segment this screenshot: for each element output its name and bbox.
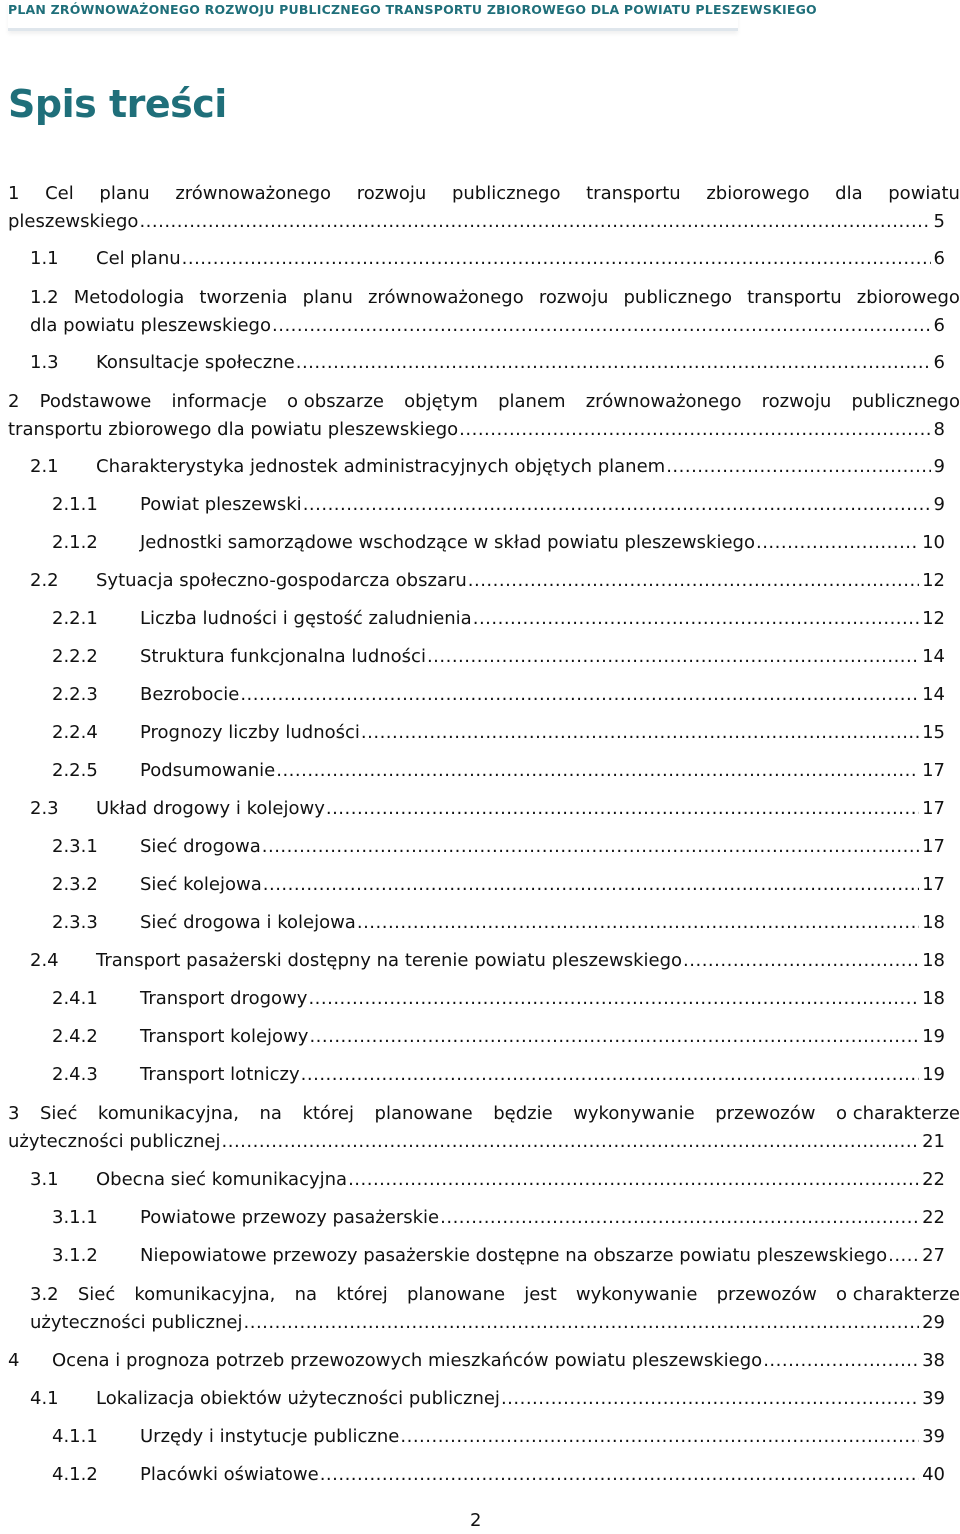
- dot-leader: [262, 833, 919, 861]
- toc-entry-page: 9: [933, 494, 945, 515]
- toc-word: transportu: [747, 287, 842, 308]
- toc-word: przewozów: [715, 1103, 816, 1124]
- toc-entry-label: użyteczności publicznej: [8, 1131, 221, 1152]
- toc-word: przewozów: [716, 1284, 817, 1305]
- toc-entry-number: 2.2.1: [52, 608, 98, 629]
- toc-entry-page: 29: [922, 1312, 945, 1333]
- toc-entry-number: 2.2.2: [52, 646, 98, 667]
- toc-word: informacje: [171, 391, 267, 412]
- toc-word: rozwoju: [538, 287, 609, 308]
- toc-entry-second-line: [8, 416, 945, 444]
- toc-entry-2-1-2[interactable]: [52, 529, 945, 557]
- toc-word: publicznego: [623, 287, 733, 308]
- dot-leader: [139, 208, 930, 236]
- toc-entry-4-1[interactable]: [30, 1385, 945, 1413]
- toc-entry-1-1[interactable]: [30, 245, 945, 273]
- dot-leader: [182, 245, 931, 273]
- toc-word: Cel: [45, 183, 74, 204]
- toc-entry-first-line: [8, 388, 960, 416]
- toc-entry-page: 21: [922, 1131, 945, 1152]
- toc-word: Sieć: [77, 1284, 116, 1305]
- toc-entry-number: 3.1.1: [52, 1207, 98, 1228]
- toc-entry-label: Transport lotniczy: [140, 1064, 300, 1085]
- toc-entry-second-line: [8, 208, 945, 236]
- toc-entry-number: 2.3.2: [52, 874, 98, 895]
- toc-entry-number: 2.4.2: [52, 1026, 98, 1047]
- toc-entry-number: 2.3.1: [52, 836, 98, 857]
- toc-word: publicznego: [851, 391, 960, 412]
- dot-leader: [276, 757, 919, 785]
- dot-leader: [244, 1309, 920, 1337]
- dot-leader: [309, 1023, 919, 1051]
- toc-entry-page: 10: [922, 532, 945, 553]
- toc-entry-2-2-1[interactable]: [52, 605, 945, 633]
- dot-leader: [666, 453, 930, 481]
- dot-leader: [400, 1423, 919, 1451]
- toc-entry-number: 2.2.5: [52, 760, 98, 781]
- dot-leader: [683, 947, 919, 975]
- toc-entry-label: Bezrobocie: [140, 684, 240, 705]
- toc-word: zrównoważonego: [175, 183, 332, 204]
- toc-word: Metodologia: [73, 287, 185, 308]
- toc-entry-label: Prognozy liczby ludności: [140, 722, 360, 743]
- toc-entry-page: 27: [922, 1245, 945, 1266]
- toc-entry-label: dla powiatu pleszewskiego: [30, 315, 271, 336]
- page-number: 2: [470, 1510, 482, 1531]
- toc-entry-number: 4.1.2: [52, 1464, 98, 1485]
- toc-word: planu: [99, 183, 150, 204]
- toc-entry-label: Ocena i prognoza potrzeb przewozowych mieszkańców powiatu pleszewskiego: [52, 1350, 763, 1371]
- toc-word: zbiorowego: [706, 183, 810, 204]
- toc-entry-label: Lokalizacja obiektów użyteczności publicznej: [96, 1388, 500, 1409]
- toc-entry-number: 2.4: [30, 950, 59, 971]
- toc-word: zrównoważonego: [367, 287, 524, 308]
- toc-word: dla: [835, 183, 863, 204]
- toc-entry-label: Obecna sieć komunikacyjna: [96, 1169, 348, 1190]
- toc-entry-1[interactable]: [8, 180, 960, 236]
- dot-leader: [348, 1166, 919, 1194]
- toc-entry-number: 4.1: [30, 1388, 59, 1409]
- toc-entry-second-line: [30, 312, 945, 340]
- dot-leader: [301, 1061, 919, 1089]
- dot-leader: [361, 719, 919, 747]
- toc-entry-label: Transport drogowy: [140, 988, 308, 1009]
- toc-word: o charakterze: [835, 1103, 960, 1124]
- toc-entry-2-4-1[interactable]: [52, 985, 945, 1013]
- toc-word: na: [259, 1103, 282, 1124]
- dot-leader: [501, 1385, 919, 1413]
- toc-entry-number: 2.3.3: [52, 912, 98, 933]
- toc-entry-2-3[interactable]: [30, 795, 945, 823]
- toc-entry-4-1-2[interactable]: [52, 1461, 945, 1489]
- toc-word: Podstawowe: [39, 391, 152, 412]
- toc-entry-2-2-5[interactable]: [52, 757, 945, 785]
- toc-entry-number: 2.4.1: [52, 988, 98, 1009]
- toc-word: na: [294, 1284, 318, 1305]
- dot-leader: [222, 1128, 920, 1156]
- toc-word: planu: [302, 287, 353, 308]
- toc-entry-second-line: [30, 1309, 945, 1337]
- toc-entry-page: 8: [933, 419, 945, 440]
- dot-leader: [888, 1242, 919, 1270]
- toc-entry-page: 6: [933, 248, 945, 269]
- dot-leader: [756, 529, 919, 557]
- toc-entry-label: Charakterystyka jednostek administracyjnych objętych planem: [96, 456, 666, 477]
- toc-entry-page: 22: [922, 1169, 945, 1190]
- toc-entry-number: 2.1.1: [52, 494, 98, 515]
- toc-entry-label: transportu zbiorowego dla powiatu pleszewskiego: [8, 419, 459, 440]
- toc-entry-number: 2.1.2: [52, 532, 98, 553]
- toc-word: o charakterze: [836, 1284, 960, 1305]
- toc-entry-label: Podsumowanie: [140, 760, 276, 781]
- dot-leader: [440, 1204, 919, 1232]
- toc-entry-first-line: [8, 1281, 960, 1309]
- toc-entry-label: Sytuacja społeczno-gospodarcza obszaru: [96, 570, 467, 591]
- toc-entry-page: 14: [922, 646, 945, 667]
- toc-entry-3-1-1[interactable]: [52, 1204, 945, 1232]
- dot-leader: [763, 1347, 919, 1375]
- dot-leader: [427, 643, 919, 671]
- toc-entry-4-1-1[interactable]: [52, 1423, 945, 1451]
- dot-leader: [357, 909, 919, 937]
- dot-leader: [303, 491, 931, 519]
- toc-entry-second-line: [8, 1128, 945, 1156]
- toc-entry-3-2[interactable]: [8, 1281, 960, 1337]
- dot-leader: [468, 567, 919, 595]
- toc-entry-3-1-2[interactable]: [52, 1242, 945, 1270]
- dot-leader: [320, 1461, 919, 1489]
- toc-entry-2-2-4[interactable]: [52, 719, 945, 747]
- toc-word: będzie: [493, 1103, 553, 1124]
- toc-entry-label: użyteczności publicznej: [30, 1312, 243, 1333]
- toc-word: komunikacyjna,: [97, 1103, 239, 1124]
- toc-entry-label: Powiatowe przewozy pasażerskie: [140, 1207, 440, 1228]
- toc-entry-page: 12: [922, 608, 945, 629]
- header-text: PLAN ZRÓWNOWAŻONEGO ROZWOJU PUBLICZNEGO TRANSPORTU ZBIOROWEGO DLA POWIATU PLESZEWSKIEGO: [8, 2, 817, 17]
- toc-entry-2[interactable]: [8, 388, 960, 444]
- toc-entry-4[interactable]: [8, 1347, 945, 1375]
- toc-word: zbiorowego: [856, 287, 960, 308]
- toc-entry-page: 12: [922, 570, 945, 591]
- toc-entry-page: 14: [922, 684, 945, 705]
- toc-word: planowane: [406, 1284, 506, 1305]
- toc-entry-label: Układ drogowy i kolejowy: [96, 798, 325, 819]
- toc-entry-3-1[interactable]: [30, 1166, 945, 1194]
- toc-entry-page: 6: [933, 352, 945, 373]
- toc-word: rozwoju: [356, 183, 427, 204]
- toc-entry-label: Sieć drogowa i kolejowa: [140, 912, 356, 933]
- toc-entry-number: 2.4.3: [52, 1064, 98, 1085]
- toc-word: 3: [8, 1103, 20, 1124]
- toc-word: publicznego: [451, 183, 561, 204]
- toc-entry-2-4-2[interactable]: [52, 1023, 945, 1051]
- toc-entry-number: 1.1: [30, 248, 59, 269]
- toc-word: jest: [524, 1284, 557, 1305]
- toc-entry-number: 4: [8, 1350, 20, 1371]
- toc-entry-first-line: [8, 284, 960, 312]
- toc-entry-2-4[interactable]: [30, 947, 945, 975]
- toc-entry-1-2[interactable]: [8, 284, 960, 340]
- toc-entry-page: 40: [922, 1464, 945, 1485]
- toc-entry-page: 18: [922, 912, 945, 933]
- toc-word: rozwoju: [761, 391, 832, 412]
- toc-entry-page: 38: [922, 1350, 945, 1371]
- toc-entry-2-2-3[interactable]: [52, 681, 945, 709]
- toc-word: 3.2: [30, 1284, 59, 1305]
- toc-entry-2-2-2[interactable]: [52, 643, 945, 671]
- toc-entry-number: 3.1: [30, 1169, 59, 1190]
- toc-entry-page: 5: [933, 211, 945, 232]
- toc-word: której: [336, 1284, 388, 1305]
- toc-entry-label: Placówki oświatowe: [140, 1464, 319, 1485]
- dot-leader: [240, 681, 919, 709]
- dot-leader: [473, 605, 919, 633]
- toc-word: objętym: [404, 391, 478, 412]
- toc-word: powiatu: [888, 183, 960, 204]
- toc-entry-number: 2.1: [30, 456, 59, 477]
- toc-entry-label: Sieć kolejowa: [140, 874, 262, 895]
- dot-leader: [326, 795, 919, 823]
- toc-word: Sieć: [39, 1103, 78, 1124]
- running-header: [8, 0, 817, 31]
- toc-entry-page: 22: [922, 1207, 945, 1228]
- toc-word: komunikacyjna,: [134, 1284, 276, 1305]
- toc-entry-1-3[interactable]: [30, 349, 945, 377]
- toc-entry-label: Transport kolejowy: [140, 1026, 309, 1047]
- toc-entry-2-3-2[interactable]: [52, 871, 945, 899]
- dot-leader: [459, 416, 930, 444]
- toc-word: której: [302, 1103, 355, 1124]
- toc-entry-label: Konsultacje społeczne: [96, 352, 295, 373]
- toc-entry-2-2[interactable]: [30, 567, 945, 595]
- dot-leader: [263, 871, 919, 899]
- toc-entry-page: 39: [922, 1426, 945, 1447]
- toc-entry-2-3-1[interactable]: [52, 833, 945, 861]
- toc-word: o obszarze: [287, 391, 384, 412]
- toc-word: planem: [498, 391, 566, 412]
- dot-leader: [308, 985, 919, 1013]
- toc-entry-first-line: [8, 180, 960, 208]
- toc-word: planowane: [374, 1103, 473, 1124]
- toc-entry-number: 3.1.2: [52, 1245, 98, 1266]
- toc-entry-label: Liczba ludności i gęstość zaludnienia: [140, 608, 472, 629]
- toc-entry-page: 6: [933, 315, 945, 336]
- dot-leader: [296, 349, 931, 377]
- toc-entry-2-1-1[interactable]: [52, 491, 945, 519]
- page-title: Spis treści: [8, 82, 227, 126]
- toc-entry-page: 17: [922, 798, 945, 819]
- toc-entry-page: 17: [922, 874, 945, 895]
- toc-word: 2: [8, 391, 20, 412]
- toc-entry-page: 18: [922, 988, 945, 1009]
- toc-entry-first-line: [8, 1100, 960, 1128]
- toc-entry-page: 9: [933, 456, 945, 477]
- toc-entry-number: 1.3: [30, 352, 59, 373]
- toc-entry-label: pleszewskiego: [8, 211, 139, 232]
- toc-entry-page: 19: [922, 1026, 945, 1047]
- toc-entry-number: 2.3: [30, 798, 59, 819]
- toc-entry-2-3-3[interactable]: [52, 909, 945, 937]
- toc-entry-number: 2.2: [30, 570, 59, 591]
- toc-entry-label: Jednostki samorządowe wschodzące w skład powiatu pleszewskiego: [140, 532, 755, 553]
- toc-entry-2-1[interactable]: [30, 453, 945, 481]
- toc-entry-number: 2.2.3: [52, 684, 98, 705]
- toc-entry-page: 39: [922, 1388, 945, 1409]
- toc-entry-2-4-3[interactable]: [52, 1061, 945, 1089]
- toc-word: transportu: [586, 183, 681, 204]
- toc-entry-page: 15: [922, 722, 945, 743]
- toc-entry-label: Powiat pleszewski: [140, 494, 302, 515]
- toc-word: wykonywanie: [575, 1284, 698, 1305]
- toc-entry-page: 19: [922, 1064, 945, 1085]
- toc-entry-label: Sieć drogowa: [140, 836, 261, 857]
- toc-entry-label: Struktura funkcjonalna ludności: [140, 646, 426, 667]
- toc-entry-label: Niepowiatowe przewozy pasażerskie dostępne na obszarze powiatu pleszewskiego: [140, 1245, 888, 1266]
- toc-entry-number: 2.2.4: [52, 722, 98, 743]
- dot-leader: [272, 312, 931, 340]
- toc-entry-page: 18: [922, 950, 945, 971]
- toc-entry-label: Urzędy i instytucje publiczne: [140, 1426, 400, 1447]
- toc-word: zrównoważonego: [585, 391, 742, 412]
- toc-word: 1.2: [30, 287, 59, 308]
- toc-entry-label: Transport pasażerski dostępny na terenie powiatu pleszewskiego: [96, 950, 683, 971]
- toc-entry-3[interactable]: [8, 1100, 960, 1156]
- toc-word: tworzenia: [199, 287, 288, 308]
- toc-entry-page: 17: [922, 836, 945, 857]
- toc-word: 1: [8, 183, 20, 204]
- toc-entry-label: Cel planu: [96, 248, 181, 269]
- toc-entry-page: 17: [922, 760, 945, 781]
- toc-entry-number: 4.1.1: [52, 1426, 98, 1447]
- toc-word: wykonywanie: [573, 1103, 695, 1124]
